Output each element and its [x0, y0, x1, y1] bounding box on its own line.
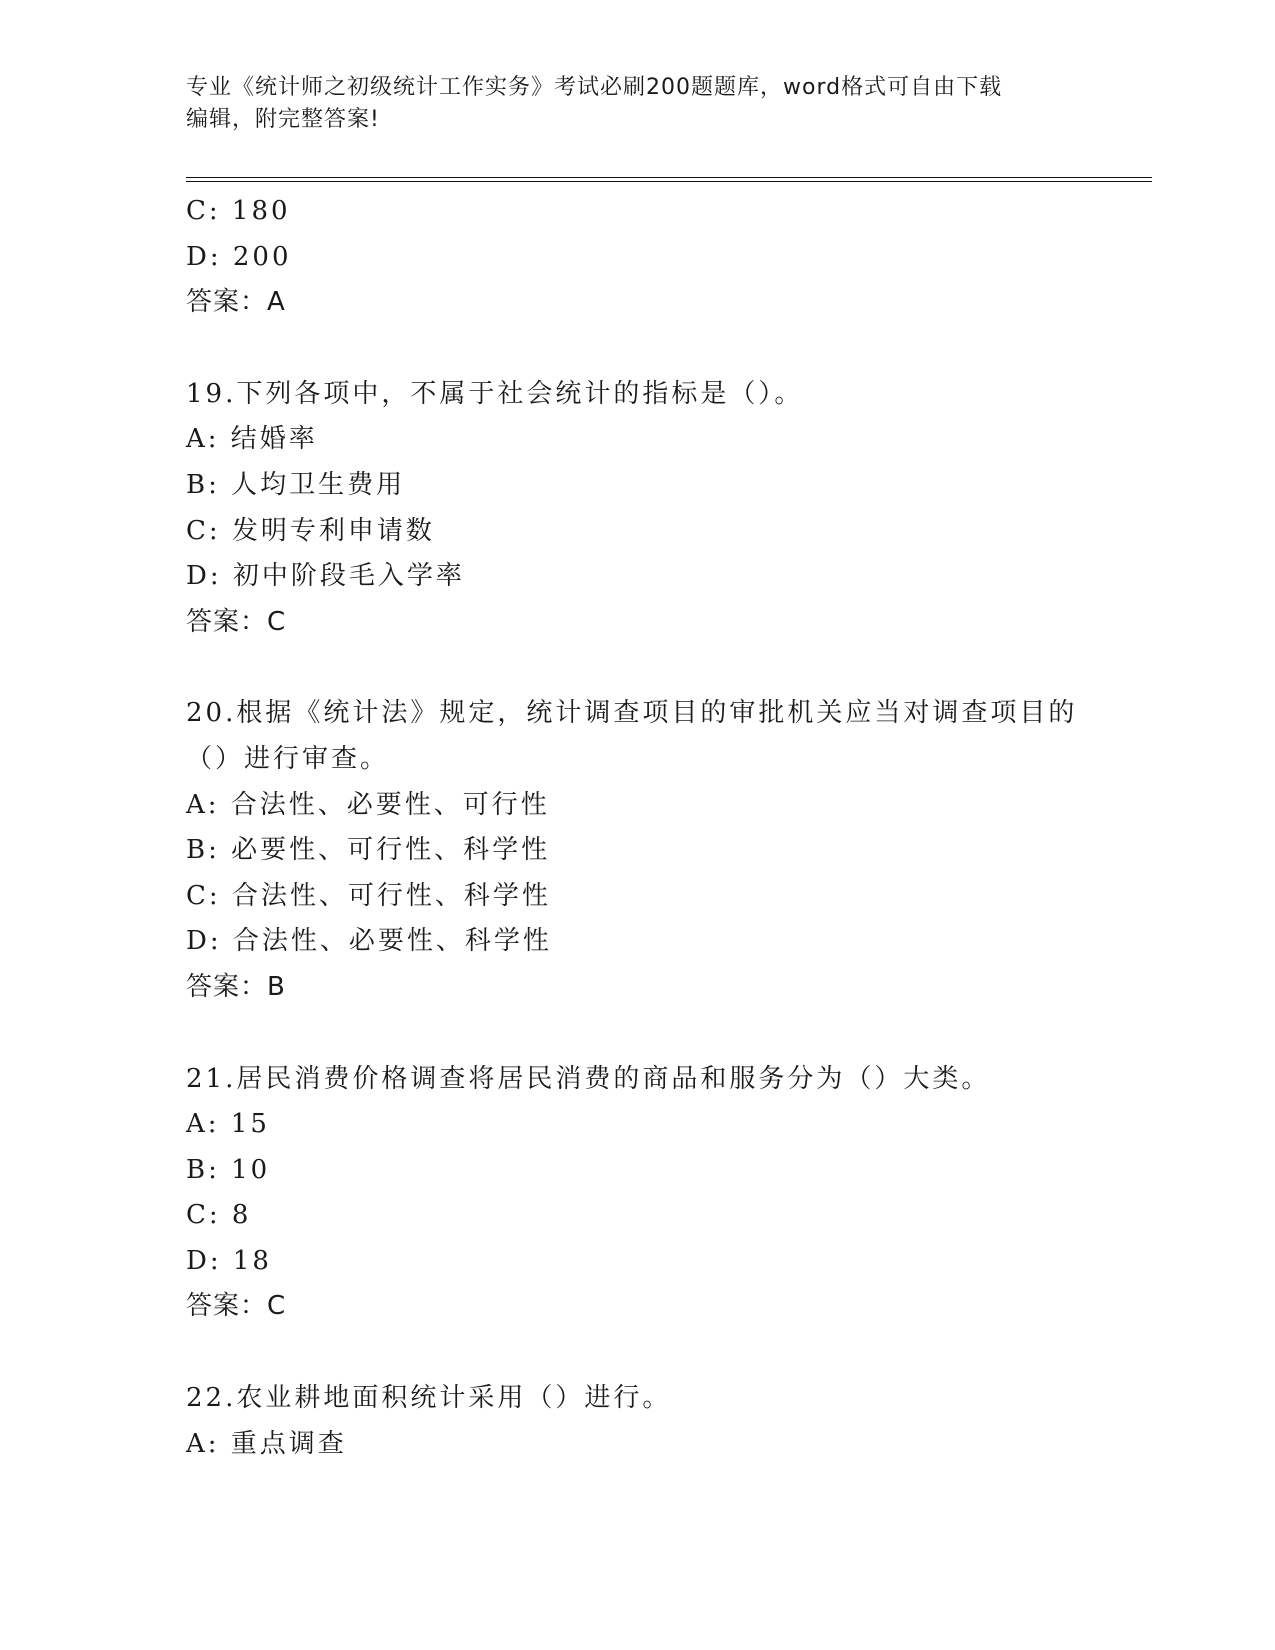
- question-18-tail: [186, 189, 1086, 326]
- question-19: [186, 372, 1086, 646]
- answer: 答案：B: [186, 971, 286, 1002]
- answer: 答案：A: [186, 287, 286, 318]
- question-text: 19.下列各项中，不属于社会统计的指标是（）。: [186, 378, 804, 409]
- question-text: 22.农业耕地面积统计采用（）进行。: [186, 1383, 672, 1414]
- answer: 答案：C: [186, 606, 287, 637]
- header-divider: [186, 177, 1152, 178]
- title-line-1: 专业《统计师之初级统计工作实务》考试必刷200题题库，word格式可自由下载: [186, 75, 1003, 100]
- option-c: C: 合法性、可行性、科学性: [186, 880, 551, 911]
- header-divider: [186, 181, 1152, 182]
- option-a: A: 重点调查: [186, 1428, 347, 1459]
- question-text: 21.居民消费价格调查将居民消费的商品和服务分为（）大类。: [186, 1063, 991, 1094]
- question-21: [186, 1057, 1086, 1331]
- option-a: A: 15: [186, 1109, 270, 1140]
- option-b: B: 10: [186, 1154, 271, 1185]
- option-a: A: 合法性、必要性、可行性: [186, 789, 550, 820]
- option-c: C: 发明专利申请数: [186, 515, 435, 546]
- answer: 答案：C: [186, 1291, 287, 1322]
- option-b: B: 人均卫生费用: [186, 469, 406, 500]
- question-22: [186, 1376, 1086, 1467]
- option-c: C: 180: [186, 196, 291, 226]
- option-c: C: 8: [186, 1200, 252, 1231]
- question-20: [186, 691, 1086, 1010]
- option-d: D: 初中阶段毛入学率: [186, 561, 465, 592]
- question-list: [186, 189, 1086, 1467]
- question-text-line-2: （）进行审查。: [186, 743, 390, 774]
- title-line-2: 编辑，附完整答案!: [186, 107, 380, 132]
- option-a: A: 结婚率: [186, 424, 318, 455]
- option-d: D: 200: [186, 241, 292, 272]
- option-d: D: 合法性、必要性、科学性: [186, 926, 552, 957]
- question-text-line-1: 20.根据《统计法》规定，统计调查项目的审批机关应当对调查项目的: [186, 698, 1078, 729]
- document-title: [186, 72, 1086, 136]
- option-d: D: 18: [186, 1245, 272, 1276]
- option-b: B: 必要性、可行性、科学性: [186, 835, 551, 866]
